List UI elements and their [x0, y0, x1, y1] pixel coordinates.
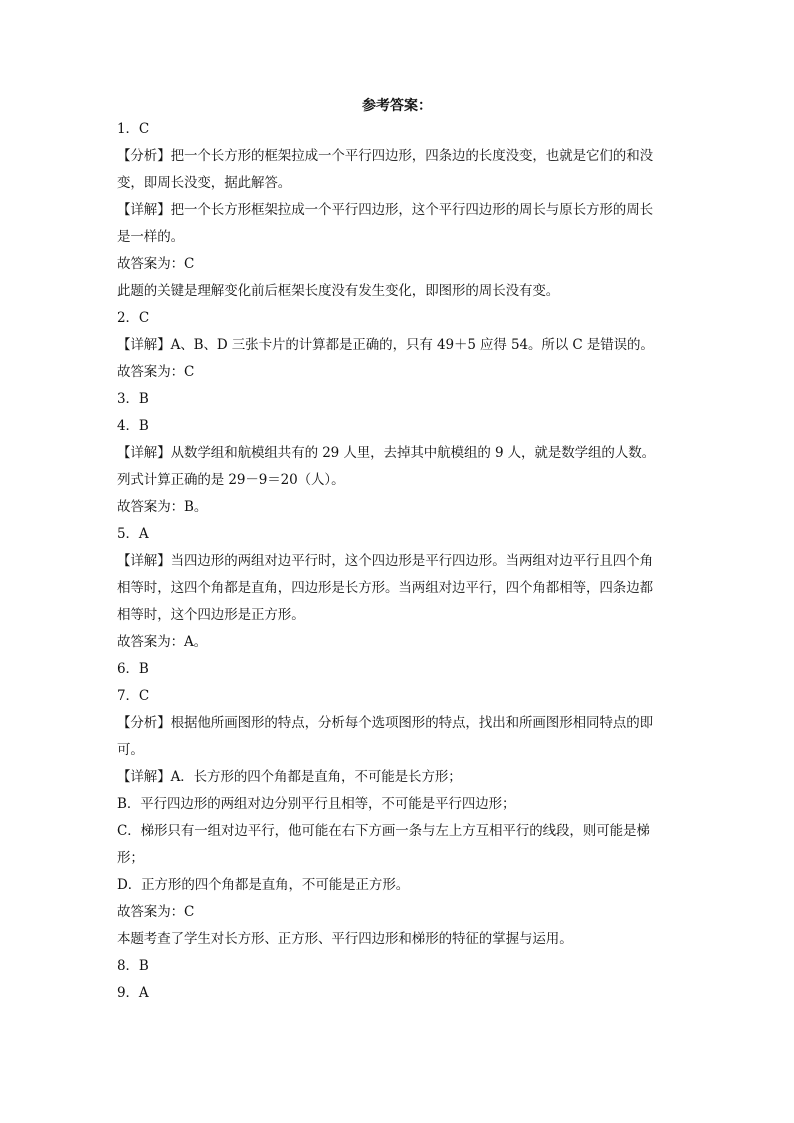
conclusion-1: 故答案为：C [117, 256, 195, 272]
comment-7: 本题考查了学生对长方形、正方形、平行四边形和梯形的特征的掌握与运用。 [117, 931, 573, 947]
analysis-1-line2: 变，即周长没变，据此解答。 [117, 175, 292, 191]
answer-5: 5．A [117, 526, 149, 542]
explanation-1-line2: 是一样的。 [117, 229, 184, 245]
explanation-7-option-a: 【详解】A．长方形的四个角都是直角，不可能是长方形； [117, 769, 462, 785]
conclusion-2: 故答案为：C [117, 364, 195, 380]
answer-lines [117, 116, 677, 1007]
answer-1: 1．C [117, 121, 150, 137]
explanation-7-option-c-line2: 形； [117, 850, 144, 866]
answer-3: 3．B [117, 391, 149, 407]
explanation-1-line1: 【详解】把一个长方形框架拉成一个平行四边形，这个平行四边形的周长与原长方形的周长 [117, 202, 653, 218]
answer-6: 6．B [117, 661, 149, 677]
page-title: 参考答案： [362, 98, 432, 114]
explanation-5-line1: 【详解】当四边形的两组对边平行时，这个四边形是平行四边形。当两组对边平行且四个角 [117, 553, 653, 569]
explanation-7-option-d: D．正方形的四个角都是直角，不可能是正方形。 [117, 877, 410, 893]
analysis-7-line2: 可。 [117, 742, 144, 758]
answer-7: 7．C [117, 688, 150, 704]
answer-9: 9．A [117, 985, 149, 1001]
explanation-4-line1: 【详解】从数学组和航模组共有的 29 人里，去掉其中航模组的 9 人，就是数学组的人数。 [117, 445, 656, 461]
explanation-4-line2: 列式计算正确的是 29－9＝20（人）。 [117, 472, 345, 488]
explanation-7-option-b: B．平行四边形的两组对边分别平行且相等，不可能是平行四边形； [117, 796, 516, 812]
explanation-7-option-c-line1: C．梯形只有一组对边平行，他可能在右下方画一条与左上方互相平行的线段，则可能是梯 [117, 823, 650, 839]
answer-key-page [117, 96, 677, 1007]
comment-1: 此题的关键是理解变化前后框架长度没有发生变化，即图形的周长没有变。 [117, 283, 560, 299]
explanation-2: 【详解】A、B、D 三张卡片的计算都是正确的，只有 49＋5 应得 54。所以 C 是错误的。 [117, 337, 654, 353]
analysis-1-line1: 【分析】把一个长方形的框架拉成一个平行四边形，四条边的长度没变，也就是它们的和没 [117, 148, 653, 164]
explanation-5-line3: 相等时，这个四边形是正方形。 [117, 607, 305, 623]
answer-2: 2．C [117, 310, 150, 326]
answer-4: 4．B [117, 418, 149, 434]
analysis-7-line1: 【分析】根据他所画图形的特点，分析每个选项图形的特点，找出和所画图形相同特点的即 [117, 715, 653, 731]
conclusion-5: 故答案为：A。 [117, 634, 208, 650]
conclusion-7: 故答案为：C [117, 904, 195, 920]
conclusion-4: 故答案为：B。 [117, 499, 208, 515]
answer-8: 8．B [117, 958, 149, 974]
explanation-5-line2: 相等时，这四个角都是直角，四边形是长方形。当两组对边平行，四个角都相等，四条边都 [117, 580, 653, 596]
